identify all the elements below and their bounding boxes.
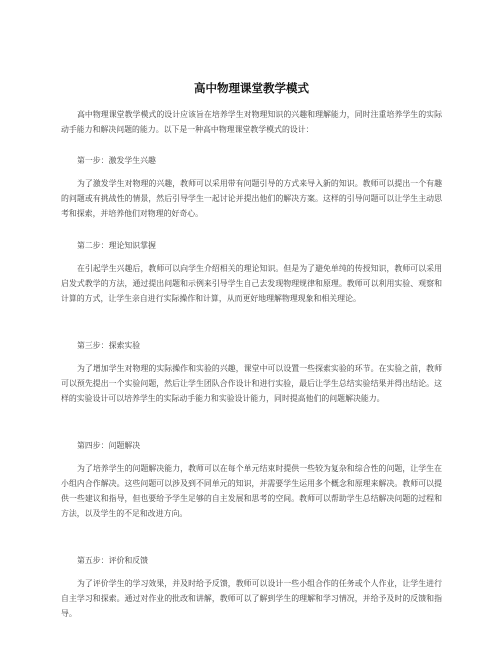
section-heading-4: 第四步：问题解决 (77, 441, 141, 450)
section-body-4: 为了培养学生的问题解决能力，教师可以在每个单元结束时提供一些较为复杂和综合性的问题，让学生在小组内合作解决。这些问题可以涉及到不同单元的知识，并需要学生运用多个概念和原理来解决。教师可以提供一些建议和指导，但也要给予学生足够的自主发展和思考的空间。教师可以帮助学生总结解决问题的过程和方法，以及学生的不足和改进方向。 (61, 464, 442, 518)
section-heading-5: 第五步：评价和反馈 (77, 556, 149, 565)
section-body-1: 为了激发学生对物理的兴趣，教师可以采用带有问题引导的方式来导入新的知识。教师可以提出一个有趣的问题或有挑战性的情景，然后引导学生一起讨论并提出他们的解决方案。这样的引导问题可以让学生主动思考和探索，并培养他们对物理的好奇心。 (61, 179, 442, 218)
section-heading-3: 第三步：探索实验 (77, 341, 141, 350)
section-heading-2: 第二步：理论知识掌握 (77, 241, 156, 250)
section-body-3: 为了增加学生对物理的实际操作和实验的兴趣，课堂中可以设置一些探索实验的环节。在实验之前，教师可以预先提出一个实验问题，然后让学生团队合作设计和进行实验，最后让学生总结实验结果并得出结论。这样的实验设计可以培养学生的实际动手能力和实验设计能力，同时提高他们的问题解决能力。 (61, 364, 442, 403)
document-title: 高中物理课堂教学模式 (194, 81, 309, 95)
section-heading-1: 第一步：激发学生兴趣 (77, 156, 156, 165)
section-body-2: 在引起学生兴趣后，教师可以向学生介绍相关的理论知识。但是为了避免单纯的传授知识，教师可以采用启发式教学的方法，通过提出问题和示例来引导学生自己去发现物理规律和原理。教师可以利用实验、观察和计算的方式，让学生亲自进行实际操作和计算，从而更好地理解物理现象和相关理论。 (61, 264, 442, 303)
section-body-5: 为了评价学生的学习效果，并及时给予反馈，教师可以设计一些小组合作的任务或个人作业，让学生进行自主学习和探索。通过对作业的批改和讲解，教师可以了解到学生的理解和学习情况，并给予及时的反馈和指导。 (61, 579, 442, 618)
intro-paragraph: 高中物理课堂教学模式的设计应该旨在培养学生对物理知识的兴趣和理解能力，同时注重培养学生的实际动手能力和解决问题的能力。以下是一种高中物理课堂教学模式的设计： (61, 110, 442, 134)
